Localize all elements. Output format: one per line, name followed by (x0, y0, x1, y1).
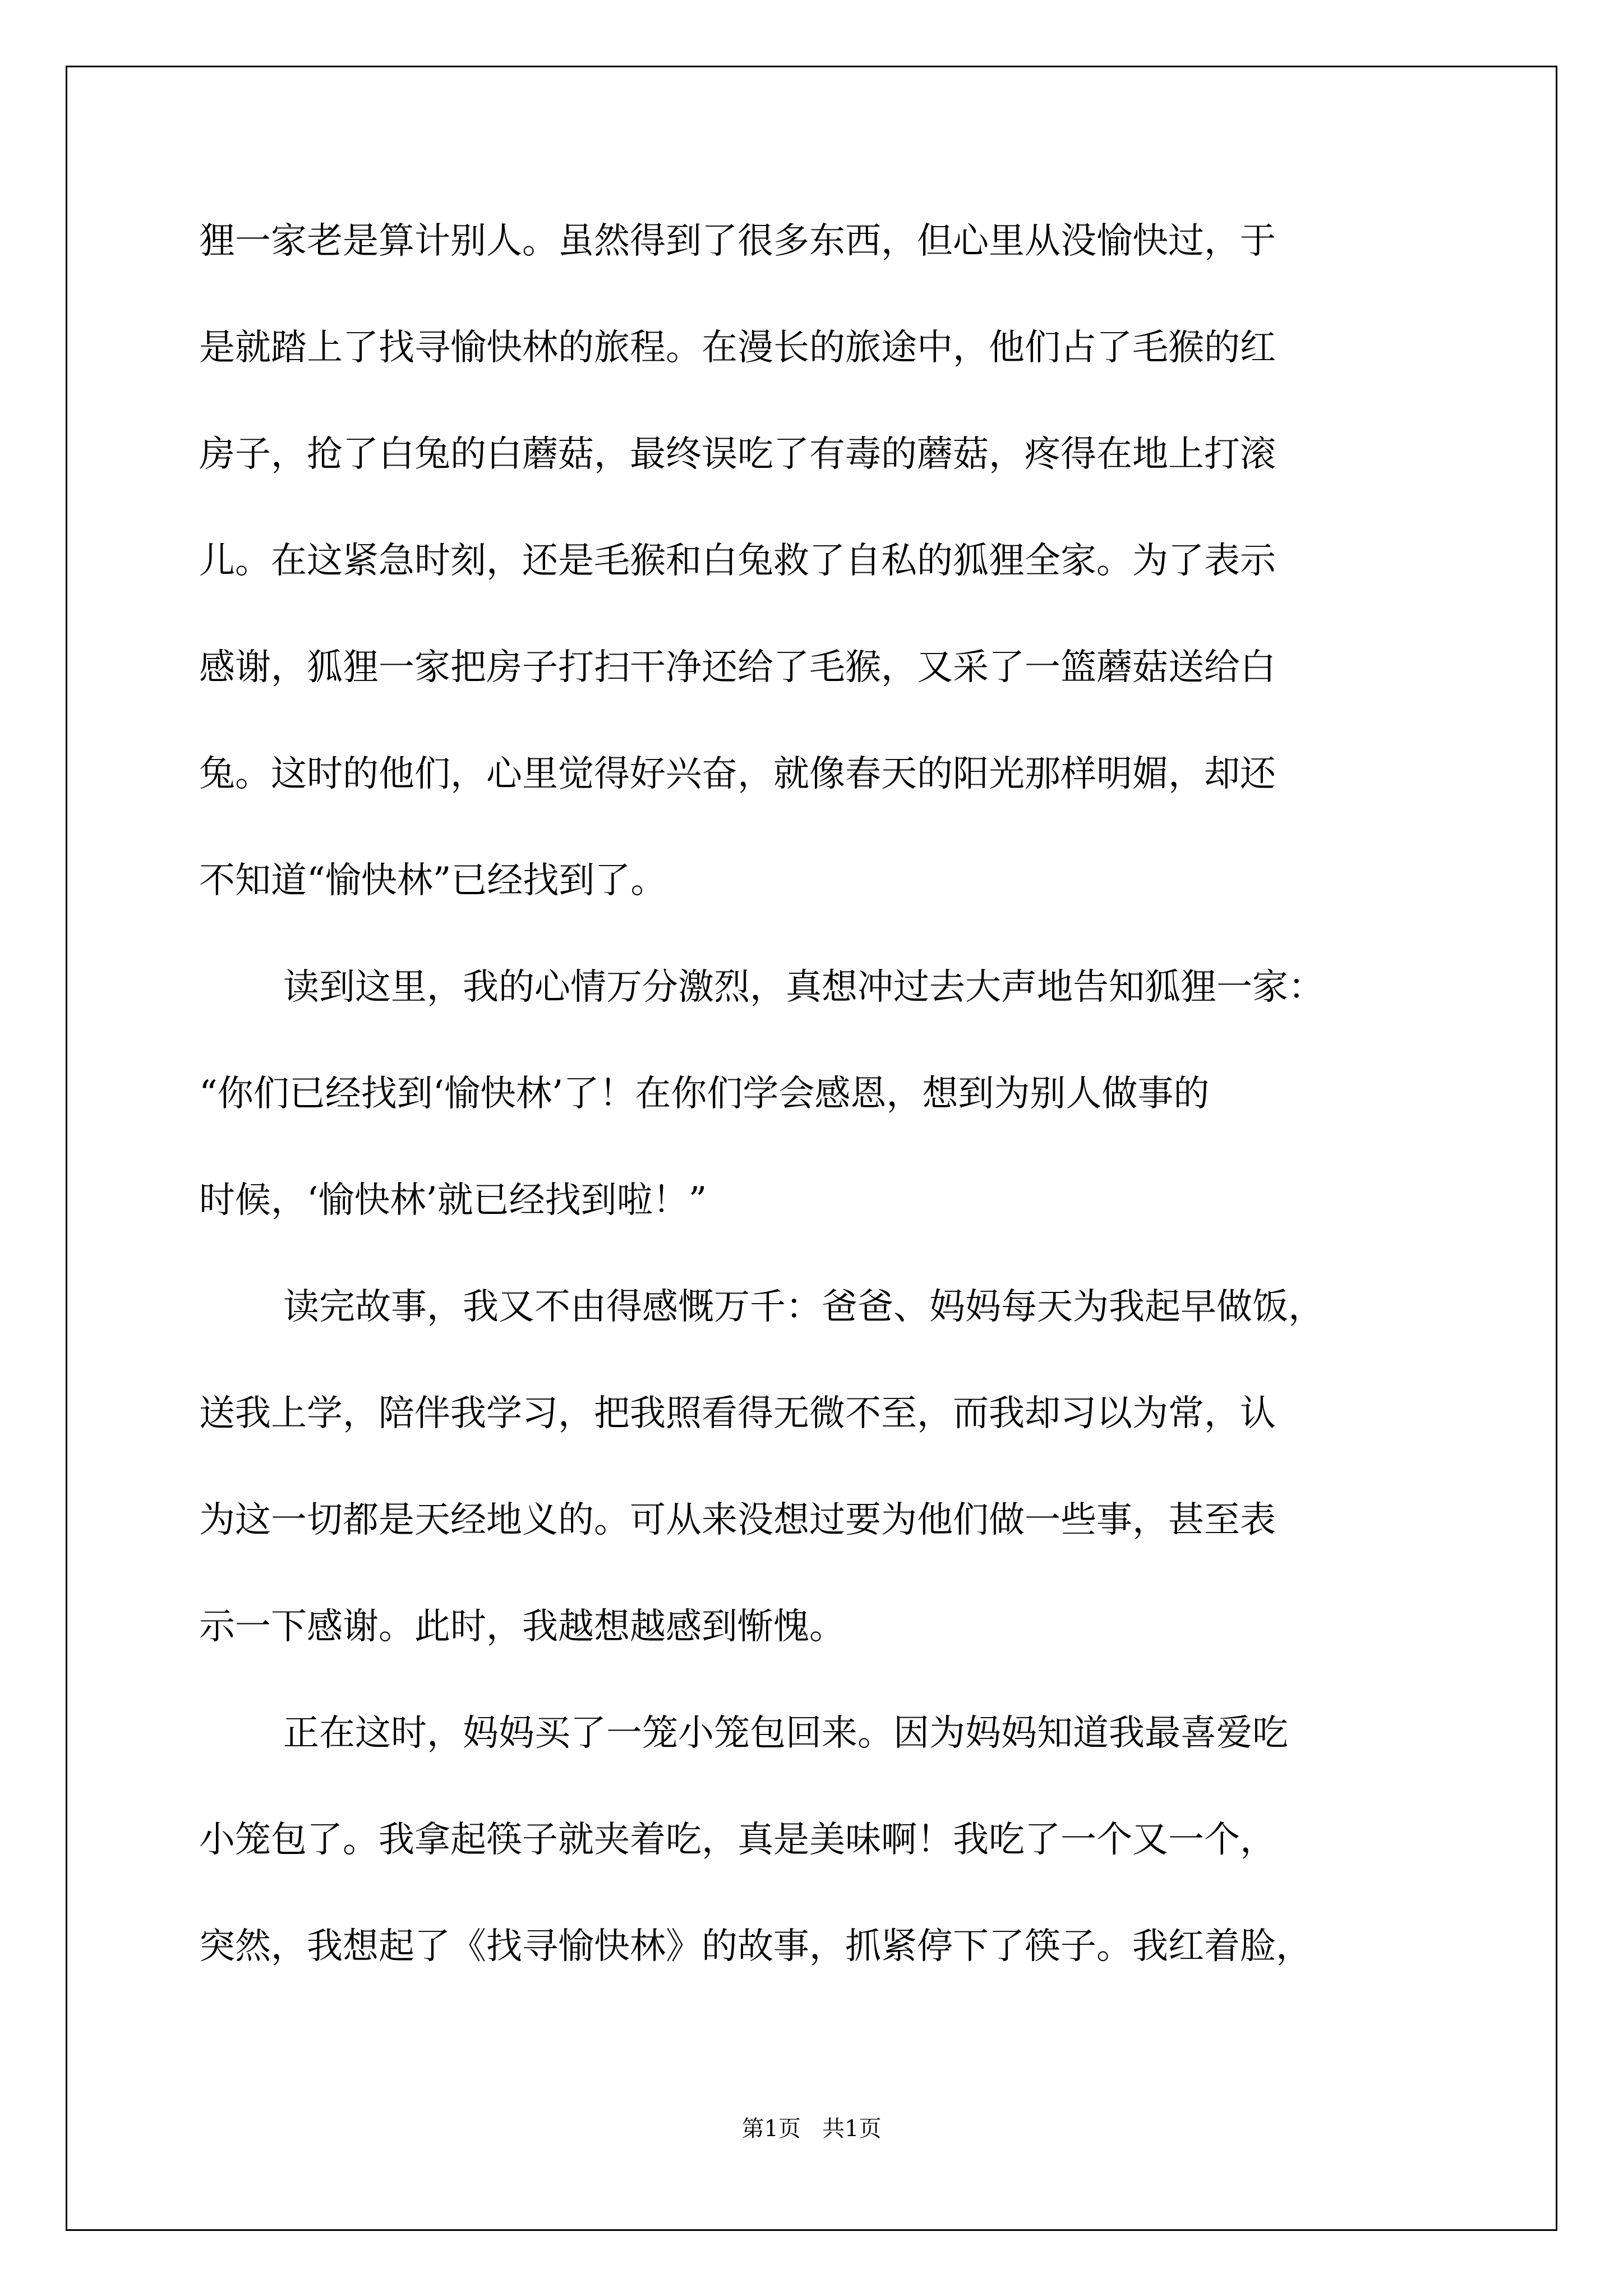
text-line-4: 儿。在这紧急时刻，还是毛猴和白兔救了自私的狐狸全家。为了表示 (199, 540, 1276, 582)
text-line-7: 不知道“愉快林”已经找到了。 (199, 860, 667, 901)
text-line-5: 感谢，狐狸一家把房子打扫干净还给了毛猴，又采了一篮蘑菇送给白 (199, 647, 1276, 688)
text-line-2: 是就踏上了找寻愉快林的旅程。在漫长的旅途中，他们占了毛猴的红 (199, 327, 1276, 369)
text-line-1: 狸一家老是算计别人。虽然得到了很多东西，但心里从没愉快过，于 (199, 220, 1276, 262)
text-line-17: 突然，我想起了《找寻愉快林》的故事，抓紧停下了筷子。我红着脸， (199, 1926, 1312, 1967)
page-border (66, 66, 1557, 2231)
text-line-10: 时候，‘愉快林’就已经找到啦！” (199, 1180, 707, 1221)
text-line-12: 送我上学，陪伴我学习，把我照看得无微不至，而我却习以为常，认 (199, 1393, 1276, 1434)
text-line-13: 为这一切都是天经地义的。可从来没想过要为他们做一些事，甚至表 (199, 1499, 1276, 1541)
text-line-16: 小笼包了。我拿起筷子就夹着吃，真是美味啊！我吃了一个又一个， (199, 1819, 1276, 1861)
paragraph-start-line-15: 正在这时，妈妈买了一笼小笼包回来。因为妈妈知道我最喜爱吃 (283, 1713, 1288, 1754)
text-line-9: “你们已经找到‘愉快林’了！在你们学会感恩，想到为别人做事的 (199, 1073, 1210, 1115)
paragraph-start-line-11: 读完故事，我又不由得感慨万千：爸爸、妈妈每天为我起早做饭， (283, 1286, 1324, 1328)
text-line-6: 兔。这时的他们，心里觉得好兴奋，就像春天的阳光那样明媚，却还 (199, 753, 1276, 795)
page-number-footer: 第1页 共1页 (741, 2116, 882, 2142)
text-line-14: 示一下感谢。此时，我越想越感到惭愧。 (199, 1606, 845, 1648)
text-line-3: 房子，抢了白兔的白蘑菇，最终误吃了有毒的蘑菇，疼得在地上打滚 (199, 434, 1276, 475)
paragraph-start-line-8: 读到这里，我的心情万分激烈，真想冲过去大声地告知狐狸一家： (283, 967, 1324, 1008)
